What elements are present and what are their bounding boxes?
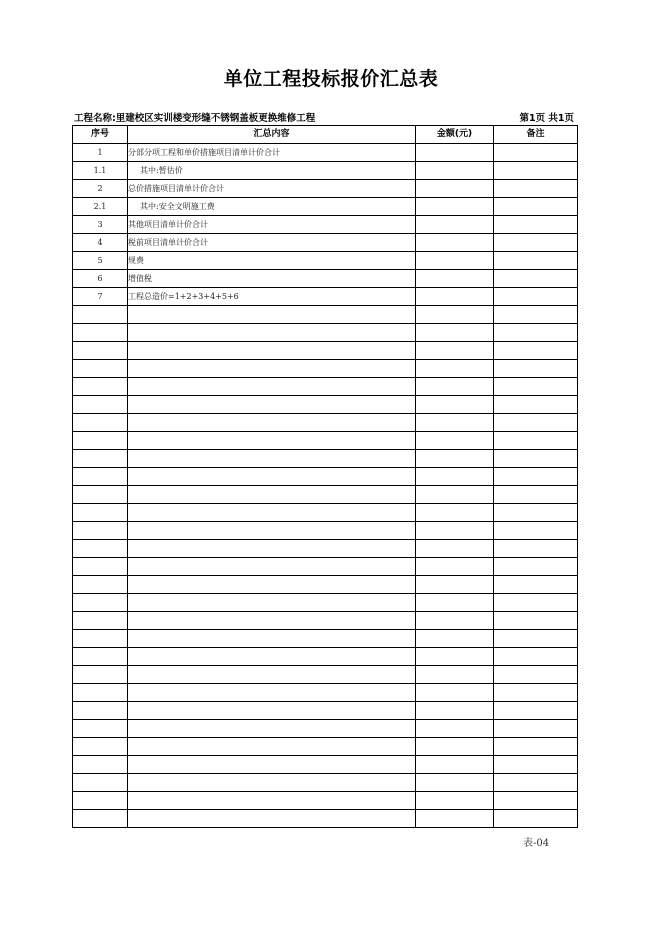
cell-amount — [416, 180, 494, 198]
empty-cell — [128, 324, 416, 342]
cell-content: 分部分项工程和单价措施项目清单计价合计 — [128, 144, 416, 162]
empty-cell — [494, 720, 578, 738]
empty-table-row — [73, 414, 578, 432]
form-code: 表-04 — [523, 838, 550, 849]
empty-cell — [128, 378, 416, 396]
empty-cell — [128, 396, 416, 414]
empty-cell — [128, 756, 416, 774]
empty-table-row — [73, 576, 578, 594]
empty-cell — [494, 378, 578, 396]
empty-cell — [73, 810, 128, 828]
empty-cell — [416, 666, 494, 684]
column-header-amount: 金额(元) — [416, 126, 494, 144]
empty-cell — [128, 414, 416, 432]
cell-content: 其中:暂估价 — [128, 162, 416, 180]
empty-cell — [416, 774, 494, 792]
empty-cell — [416, 702, 494, 720]
empty-cell — [73, 774, 128, 792]
empty-table-row — [73, 720, 578, 738]
empty-cell — [128, 522, 416, 540]
cell-content: 总价措施项目清单计价合计 — [128, 180, 416, 198]
cell-seq: 4 — [73, 234, 128, 252]
cell-note — [494, 144, 578, 162]
empty-cell — [494, 558, 578, 576]
empty-cell — [73, 684, 128, 702]
empty-cell — [73, 450, 128, 468]
table-row — [73, 180, 578, 198]
table-row — [73, 270, 578, 288]
empty-table-row — [73, 378, 578, 396]
cell-content: 增值税 — [128, 270, 416, 288]
cell-amount — [416, 234, 494, 252]
column-header-content: 汇总内容 — [128, 126, 416, 144]
empty-table-row — [73, 468, 578, 486]
empty-cell — [416, 810, 494, 828]
empty-cell — [73, 306, 128, 324]
cell-content: 其他项目清单计价合计 — [128, 216, 416, 234]
summary-table — [72, 125, 578, 828]
table-row — [73, 234, 578, 252]
empty-cell — [128, 468, 416, 486]
empty-cell — [494, 702, 578, 720]
empty-cell — [494, 594, 578, 612]
empty-cell — [73, 360, 128, 378]
empty-cell — [128, 540, 416, 558]
empty-cell — [73, 594, 128, 612]
empty-table-row — [73, 792, 578, 810]
empty-cell — [494, 396, 578, 414]
empty-cell — [494, 792, 578, 810]
empty-cell — [128, 630, 416, 648]
empty-cell — [128, 486, 416, 504]
empty-cell — [128, 504, 416, 522]
cell-note — [494, 252, 578, 270]
empty-cell — [73, 342, 128, 360]
empty-table-row — [73, 324, 578, 342]
empty-table-row — [73, 342, 578, 360]
empty-table-row — [73, 756, 578, 774]
empty-table-row — [73, 540, 578, 558]
empty-cell — [73, 666, 128, 684]
empty-cell — [416, 630, 494, 648]
empty-cell — [416, 324, 494, 342]
empty-cell — [494, 414, 578, 432]
empty-cell — [73, 540, 128, 558]
cell-amount — [416, 270, 494, 288]
empty-cell — [73, 504, 128, 522]
empty-cell — [128, 810, 416, 828]
cell-note — [494, 216, 578, 234]
empty-cell — [416, 522, 494, 540]
empty-cell — [416, 558, 494, 576]
cell-amount — [416, 288, 494, 306]
empty-cell — [416, 792, 494, 810]
empty-cell — [494, 522, 578, 540]
empty-cell — [494, 576, 578, 594]
empty-cell — [73, 324, 128, 342]
empty-cell — [73, 630, 128, 648]
empty-cell — [494, 306, 578, 324]
cell-seq: 6 — [73, 270, 128, 288]
cell-note — [494, 270, 578, 288]
empty-cell — [494, 810, 578, 828]
page-number-label: 第1页 共1页 — [519, 113, 574, 124]
empty-cell — [494, 450, 578, 468]
cell-seq: 7 — [73, 288, 128, 306]
empty-cell — [128, 576, 416, 594]
empty-table-row — [73, 612, 578, 630]
page-title: 单位工程投标报价汇总表 — [223, 68, 439, 90]
empty-cell — [128, 558, 416, 576]
empty-cell — [128, 738, 416, 756]
empty-cell — [494, 756, 578, 774]
empty-cell — [494, 468, 578, 486]
empty-table-row — [73, 738, 578, 756]
empty-cell — [73, 414, 128, 432]
cell-note — [494, 288, 578, 306]
empty-cell — [416, 378, 494, 396]
table-row — [73, 162, 578, 180]
empty-cell — [416, 414, 494, 432]
cell-note — [494, 162, 578, 180]
empty-cell — [128, 720, 416, 738]
cell-amount — [416, 162, 494, 180]
empty-cell — [416, 360, 494, 378]
empty-cell — [494, 360, 578, 378]
empty-cell — [494, 648, 578, 666]
empty-cell — [128, 594, 416, 612]
project-name-label: 工程名称:里建校区实训楼变形缝不锈钢盖板更换维修工程 — [74, 113, 316, 124]
empty-cell — [416, 468, 494, 486]
cell-note — [494, 198, 578, 216]
empty-cell — [128, 612, 416, 630]
table-row — [73, 216, 578, 234]
empty-cell — [73, 702, 128, 720]
empty-cell — [416, 342, 494, 360]
empty-table-row — [73, 630, 578, 648]
empty-cell — [416, 720, 494, 738]
empty-cell — [494, 774, 578, 792]
empty-cell — [416, 396, 494, 414]
cell-seq: 2.1 — [73, 198, 128, 216]
empty-cell — [73, 432, 128, 450]
empty-cell — [494, 630, 578, 648]
table-row — [73, 252, 578, 270]
empty-cell — [128, 684, 416, 702]
empty-table-row — [73, 648, 578, 666]
empty-table-row — [73, 702, 578, 720]
empty-cell — [494, 684, 578, 702]
empty-cell — [416, 504, 494, 522]
empty-cell — [128, 774, 416, 792]
cell-amount — [416, 252, 494, 270]
cell-seq: 1.1 — [73, 162, 128, 180]
empty-cell — [494, 486, 578, 504]
empty-cell — [73, 648, 128, 666]
cell-note — [494, 234, 578, 252]
empty-table-row — [73, 396, 578, 414]
empty-cell — [73, 522, 128, 540]
empty-cell — [128, 306, 416, 324]
empty-cell — [73, 792, 128, 810]
table-header-row — [73, 126, 578, 144]
table-row — [73, 144, 578, 162]
empty-cell — [128, 432, 416, 450]
table-row — [73, 198, 578, 216]
empty-cell — [128, 342, 416, 360]
empty-table-row — [73, 522, 578, 540]
empty-cell — [416, 306, 494, 324]
empty-cell — [73, 720, 128, 738]
table-body — [73, 144, 578, 828]
empty-cell — [494, 612, 578, 630]
empty-cell — [73, 738, 128, 756]
cell-content: 其中:安全文明施工费 — [128, 198, 416, 216]
empty-cell — [494, 666, 578, 684]
cell-amount — [416, 198, 494, 216]
empty-cell — [73, 378, 128, 396]
empty-table-row — [73, 684, 578, 702]
cell-seq: 5 — [73, 252, 128, 270]
empty-table-row — [73, 486, 578, 504]
empty-cell — [494, 738, 578, 756]
empty-table-row — [73, 450, 578, 468]
cell-amount — [416, 144, 494, 162]
empty-cell — [494, 342, 578, 360]
empty-cell — [416, 540, 494, 558]
empty-table-row — [73, 432, 578, 450]
empty-cell — [494, 324, 578, 342]
empty-cell — [416, 756, 494, 774]
cell-seq: 3 — [73, 216, 128, 234]
empty-cell — [416, 576, 494, 594]
cell-seq: 2 — [73, 180, 128, 198]
column-header-note: 备注 — [494, 126, 578, 144]
cell-seq: 1 — [73, 144, 128, 162]
empty-cell — [73, 576, 128, 594]
empty-table-row — [73, 306, 578, 324]
empty-cell — [128, 792, 416, 810]
empty-cell — [494, 504, 578, 522]
empty-cell — [416, 432, 494, 450]
empty-cell — [73, 756, 128, 774]
empty-cell — [128, 450, 416, 468]
empty-cell — [416, 684, 494, 702]
cell-note — [494, 180, 578, 198]
empty-cell — [494, 540, 578, 558]
cell-amount — [416, 216, 494, 234]
empty-cell — [416, 486, 494, 504]
empty-cell — [416, 594, 494, 612]
empty-table-row — [73, 360, 578, 378]
empty-cell — [128, 702, 416, 720]
empty-cell — [416, 648, 494, 666]
empty-cell — [73, 558, 128, 576]
empty-table-row — [73, 504, 578, 522]
empty-cell — [416, 612, 494, 630]
column-header-seq: 序号 — [73, 126, 128, 144]
empty-table-row — [73, 810, 578, 828]
cell-content: 工程总造价=1+2+3+4+5+6 — [128, 288, 416, 306]
empty-cell — [416, 738, 494, 756]
empty-table-row — [73, 666, 578, 684]
empty-cell — [73, 486, 128, 504]
empty-table-row — [73, 594, 578, 612]
empty-cell — [128, 648, 416, 666]
cell-content: 税前项目清单计价合计 — [128, 234, 416, 252]
empty-table-row — [73, 774, 578, 792]
empty-cell — [73, 396, 128, 414]
empty-cell — [128, 360, 416, 378]
empty-cell — [416, 450, 494, 468]
table-row — [73, 288, 578, 306]
empty-cell — [128, 666, 416, 684]
empty-cell — [494, 432, 578, 450]
cell-content: 规费 — [128, 252, 416, 270]
empty-cell — [73, 612, 128, 630]
empty-cell — [73, 468, 128, 486]
empty-table-row — [73, 558, 578, 576]
